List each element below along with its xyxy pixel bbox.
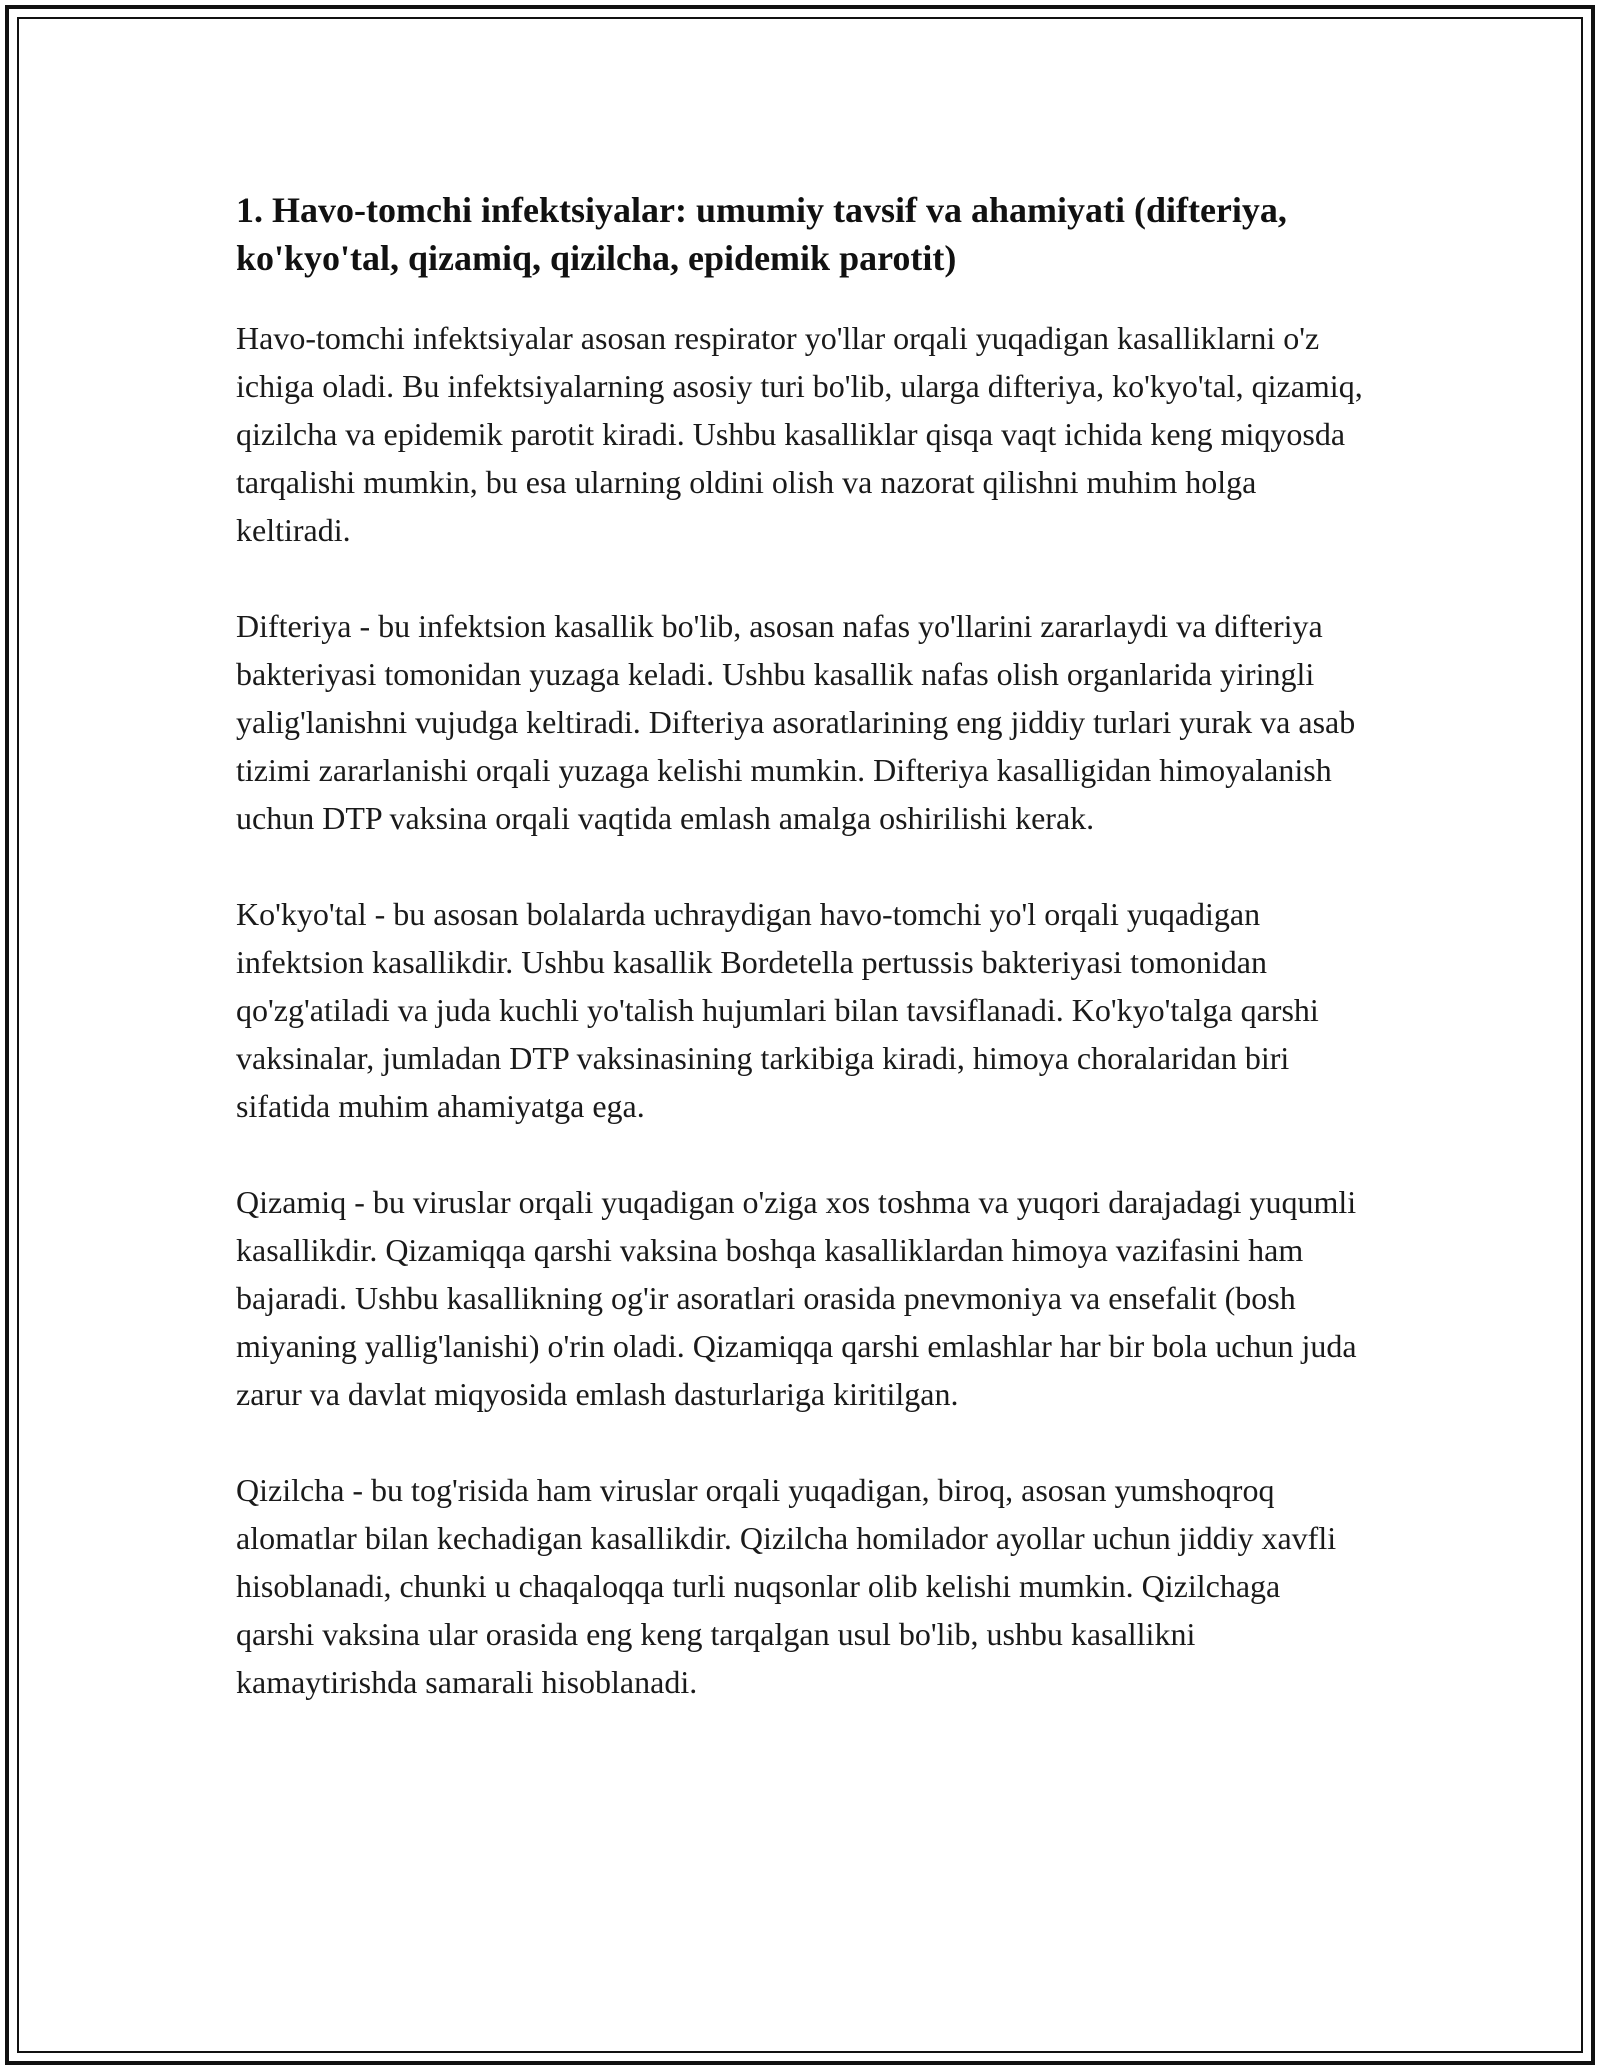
paragraph-intro: Havo-tomchi infektsiyalar asosan respirator yo'llar orqali yuqadigan kasalliklarni o'z ichiga oladi. Bu infektsiyalarning asosiy turi bo'lib, ularga difteriya, ko'kyo'tal, qizamiq, qizilcha va epidemik parotit kiradi. Ushbu kasalliklar qisqa vaqt ichida keng miqyosda tarqalishi mumkin, bu esa ularning oldini olish va nazorat qilishni muhim holga keltiradi. (236, 320, 1363, 548)
paragraph-kokyotal: Ko'kyo'tal - bu asosan bolalarda uchraydigan havo-tomchi yo'l orqali yuqadigan infektsion kasallikdir. Ushbu kasallik Bordetella pertussis bakteriyasi tomonidan qo'zg'atiladi va juda kuchli yo'talish hujumlari bilan tavsiflanadi. Ko'kyo'talga qarshi vaksinalar, jumladan DTP vaksinasining tarkibiga kiradi, himoya choralaridan biri sifatida muhim ahamiyatga ega. (236, 896, 1319, 1124)
section-heading: 1. Havo-tomchi infektsiyalar: umumiy tavsif va ahamiyati (difteriya, ko'kyo'tal, qizamiq, qizilcha, epidemik parotit) (236, 190, 1287, 278)
paragraph-qizamiq: Qizamiq - bu viruslar orqali yuqadigan o'ziga xos toshma va yuqori darajadagi yuqumli kasallikdir. Qizamiqqa qarshi vaksina boshqa kasalliklardan himoya vazifasini ham bajaradi. Ushbu kasallikning og'ir asoratlari orasida pnevmoniya va ensefalit (bosh miyaning yallig'lanishi) o'rin oladi. Qizamiqqa qarshi emlashlar har bir bola uchun juda zarur va davlat miqyosida emlash dasturlariga kiritilgan. (236, 1184, 1357, 1412)
paragraph-qizilcha: Qizilcha - bu tog'risida ham viruslar orqali yuqadigan, biroq, asosan yumshoqroq alomatlar bilan kechadigan kasallikdir. Qizilcha homilador ayollar uchun jiddiy xavfli hisoblanadi, chunki u chaqaloqqa turli nuqsonlar olib kelishi mumkin. Qizilchaga qarshi vaksina ular orasida eng keng tarqalgan usul bo'lib, ushbu kasallikni kamaytirishda samarali hisoblanadi. (236, 1472, 1337, 1700)
paragraph-difteriya: Difteriya - bu infektsion kasallik bo'lib, asosan nafas yo'llarini zararlaydi va difteriya bakteriyasi tomonidan yuzaga keladi. Ushbu kasallik nafas olish organlarida yiringli yalig'lanishni vujudga keltiradi. Difteriya asoratlarining eng jiddiy turlari yurak va asab tizimi zararlanishi orqali yuzaga kelishi mumkin. Difteriya kasalligidan himoyalanish uchun DTP vaksina orqali vaqtida emlash amalga oshirilishi kerak. (236, 608, 1356, 836)
document-body (236, 186, 1366, 1754)
